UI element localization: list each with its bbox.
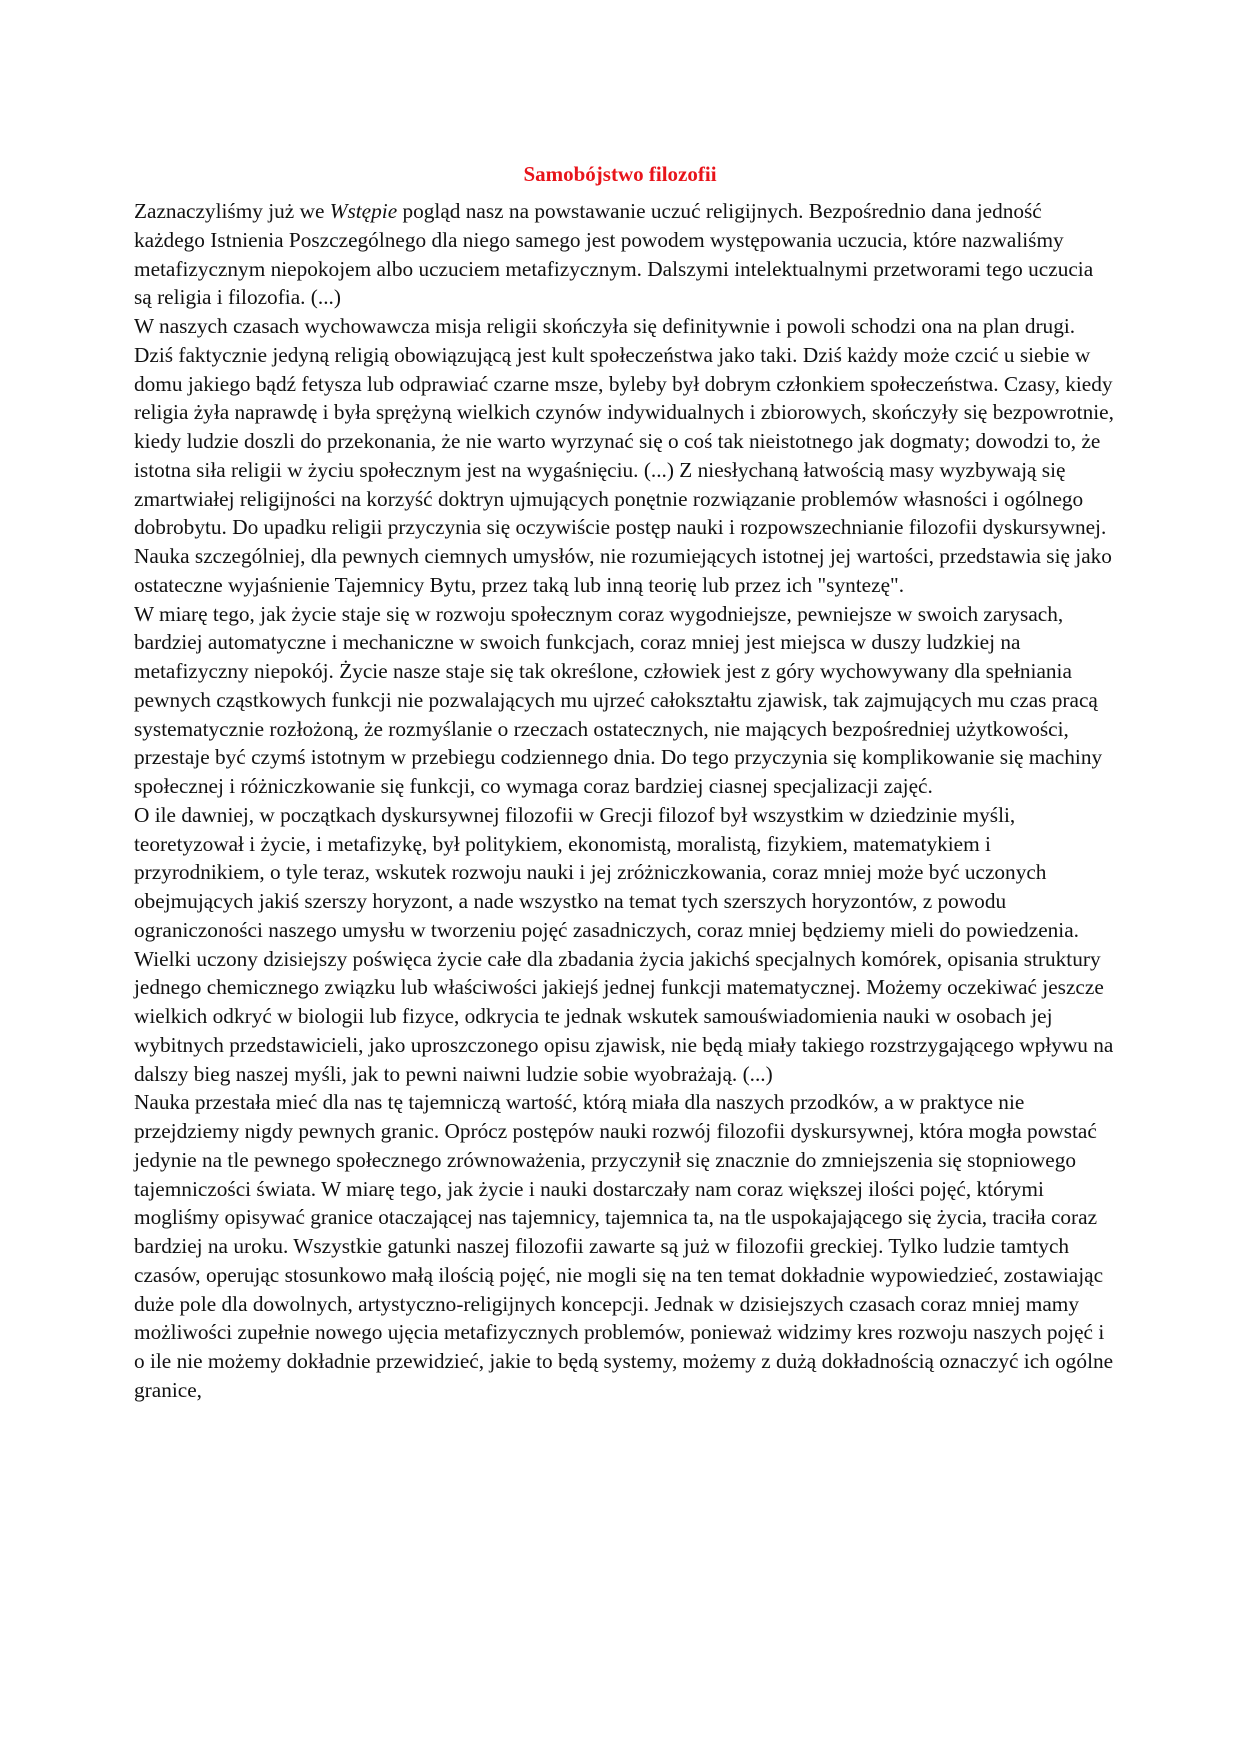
intro-text-rest: pogląd nasz na powstawanie uczuć religijnych. Bezpośrednio dana jedność każdego Istnienia Poszczególnego dla niego samego jest powodem występowania uczucia, które nazwaliśmy metafizycznym niepokojem albo uczuciem metafizycznym. Dalszymi intelektualnymi przetworami tego uczucia są religia i filozofia. (...) xyxy=(134,199,1094,310)
document-body xyxy=(134,197,1114,1405)
intro-text-start: Zaznaczyliśmy już we xyxy=(134,199,330,223)
paragraph-religion: W naszych czasach wychowawcza misja religii skończyła się definitywnie i powoli schodzi ona na plan drugi. Dziś faktycznie jedyną religią obowiązującą jest kult społeczeństwa jako taki. Dziś każdy może czcić u siebie w domu jakiego bądź fetysza lub odprawiać czarne msze, byleby był dobrym członkiem społeczeństwa. Czasy, kiedy religia żyła naprawdę i była sprężyną wielkich czynów indywidualnych i zbiorowych, skończyły się bezpowrotnie, kiedy ludzie doszli do przekonania, że nie warto wyrzynać się o coś tak nieistotnego jak dogmaty; dowodzi to, że istotna siła religii w życiu społecznym jest na wygaśnięciu. (...) Z niesłychaną łatwością masy wyzbywają się zmartwiałej religijności na korzyść doktryn ujmujących ponętnie rozwiązanie problemów własności i ogólnego dobrobytu. Do upadku religii przyczynia się oczywiście postęp nauki i rozpowszechnianie filozofii dyskursywnej. Nauka szczególniej, dla pewnych ciemnych umysłów, nie rozumiejących istotnej jej wartości, przedstawia się jako ostateczne wyjaśnienie Tajemnicy Bytu, przez taką lub inną teorię lub przez ich "syntezę". xyxy=(134,314,1114,597)
document-title: Samobójstwo filozofii xyxy=(523,162,717,186)
intro-italic-word: Wstępie xyxy=(329,199,398,223)
paragraph-science: Nauka przestała mieć dla nas tę tajemniczą wartość, którą miała dla naszych przodków, a w praktyce nie przejdziemy nigdy pewnych granic. Oprócz postępów nauki rozwój filozofii dyskursywnej, która mogła powstać jedynie na tle pewnego społecznego zrównoważenia, przyczynił się znacznie do zmniejszenia się stopniowego tajemniczości świata. W miarę tego, jak życie i nauki dostarczały nam coraz większej ilości pojęć, którymi mogliśmy opisywać granice otaczającej nas tajemnicy, tajemnica ta, na tle uspokajającego się życia, traciła coraz bardziej na uroku. Wszystkie gatunki naszej filozofii zawarte są już w filozofii greckiej. Tylko ludzie tamtych czasów, operując stosunkowo małą ilością pojęć, nie mogli się na ten temat dokładnie wypowiedzieć, zostawiając duże pole dla dowolnych, artystyczno-religijnych koncepcji. Jednak w dzisiejszych czasach coraz mniej mamy możliwości zupełnie nowego ujęcia metafizycznych problemów, ponieważ widzimy kres rozwoju naszych pojęć i o ile nie możemy dokładnie przewidzieć, jakie to będą systemy, możemy z dużą dokładnością oznaczyć ich ogólne granice, xyxy=(134,1090,1114,1402)
paragraph-intro xyxy=(134,197,1114,312)
paragraph-life: W miarę tego, jak życie staje się w rozwoju społecznym coraz wygodniejsze, pewniejsze w swoich zarysach, bardziej automatyczne i mechaniczne w swoich funkcjach, coraz mniej jest miejsca w duszy ludzkiej na metafizyczny niepokój. Życie nasze staje się tak określone, człowiek jest z góry wychowywany dla spełniania pewnych cząstkowych funkcji nie pozwalających mu ujrzeć całokształtu zjawisk, tak zajmujących mu czas pracą systematycznie rozłożoną, że rozmyślanie o rzeczach ostatecznych, nie mających bezpośredniej użytkowości, przestaje być czymś istotnym w przebiegu codziennego dnia. Do tego przyczynia się komplikowanie się machiny społecznej i różniczkowanie się funkcji, co wymaga coraz bardziej ciasnej specjalizacji zajęć. xyxy=(134,601,1103,798)
paragraph-philosopher: O ile dawniej, w początkach dyskursywnej filozofii w Grecji filozof był wszystkim w dziedzinie myśli, teoretyzował i życie, i metafizykę, był politykiem, ekonomistą, moralistą, fizykiem, matematykiem i przyrodnikiem, o tyle teraz, wskutek rozwoju nauki i jej zróżniczkowania, coraz mniej może być uczonych obejmujących jakiś szerszy horyzont, a nade wszystko na temat tych szerszych horyzontów, z powodu ograniczoności naszego umysłu w tworzeniu pojęć zasadniczych, coraz mniej będziemy mieli do powiedzenia. Wielki uczony dzisiejszy poświęca życie całe dla zbadania życia jakichś specjalnych komórek, opisania struktury jednego chemicznego związku lub właściwości jakiejś jednej funkcji matematycznej. Możemy oczekiwać jeszcze wielkich odkryć w biologii lub fizyce, odkrycia te jednak wskutek samouświadomienia nauki w osobach jej wybitnych przedstawicieli, jako uproszczonego opisu zjawisk, nie będą miały takiego rozstrzygającego wpływu na dalszy bieg naszej myśli, jak to pewni naiwni ludzie sobie wyobrażają. (...) xyxy=(134,802,1114,1086)
